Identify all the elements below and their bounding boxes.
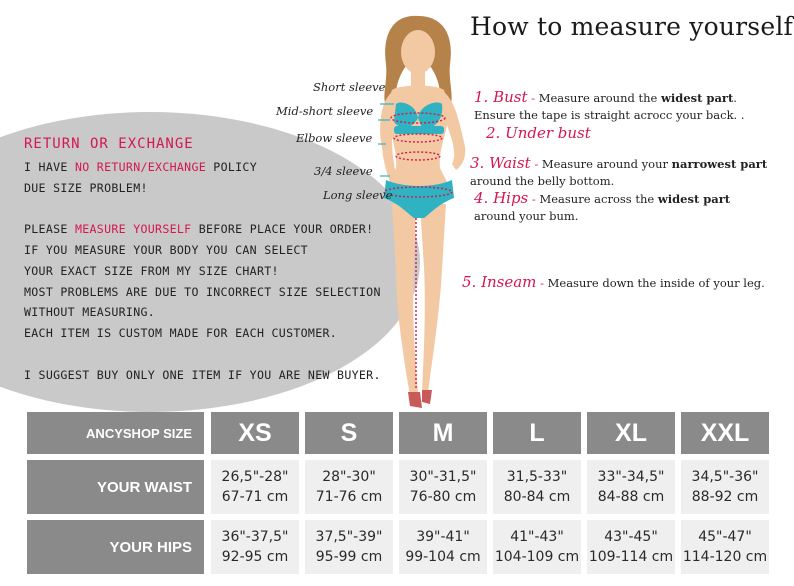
waist-row-label: YOUR WAIST	[27, 460, 204, 514]
waist-cell-xs: 26,5"-28" 67-71 cm	[211, 460, 299, 514]
measure-waist-note: around the belly bottom.	[470, 174, 615, 188]
size-header-xl: XL	[587, 412, 675, 454]
sleeve-label-short: Short sleeve	[313, 80, 386, 94]
hips-row-label: YOUR HIPS	[27, 520, 204, 574]
hips-cell-xl: 43"-45" 109-114 cm	[587, 520, 675, 574]
hips-cell-m: 39"-41" 99-104 cm	[399, 520, 487, 574]
size-header-xs: XS	[211, 412, 299, 454]
size-header-label: ANCYSHOP SIZE	[27, 412, 204, 454]
sleeve-label-mid-short: Mid-short sleeve	[276, 104, 374, 118]
notice-line: I HAVE NO RETURN/EXCHANGE POLICY	[24, 159, 257, 174]
measure-waist: 3. Waist - Measure around your narrowest part	[470, 154, 768, 172]
hips-cell-xs: 36"-37,5" 92-95 cm	[211, 520, 299, 574]
measure-bust: 1. Bust - Measure around the widest part.	[474, 88, 737, 106]
waist-cell-xl: 33"-34,5" 84-88 cm	[587, 460, 675, 514]
measure-hips: 4. Hips - Measure across the widest part	[474, 189, 731, 207]
notice-line: I SUGGEST BUY ONLY ONE ITEM IF YOU ARE NEW BUYER.	[24, 367, 381, 382]
notice-line: MOST PROBLEMS ARE DUE TO INCORRECT SIZE SELECTION	[24, 284, 381, 299]
sleeve-label-three-quarter: 3/4 sleeve	[314, 164, 373, 178]
notice-line: EACH ITEM IS CUSTOM MADE FOR EACH CUSTOMER.	[24, 326, 338, 341]
measure-hips-note: around your bum.	[474, 209, 579, 223]
sleeve-label-long: Long sleeve	[323, 188, 393, 202]
measure-inseam: 5. Inseam - Measure down the inside of your leg.	[462, 273, 765, 291]
size-header-m: M	[399, 412, 487, 454]
notice-line: WITHOUT MEASURING.	[24, 305, 156, 320]
notice-line: IF YOU MEASURE YOUR BODY YOU CAN SELECT	[24, 242, 308, 257]
notice-heading: RETURN OR EXCHANGE	[24, 136, 194, 152]
hips-cell-l: 41"-43" 104-109 cm	[493, 520, 581, 574]
waist-cell-m: 30"-31,5" 76-80 cm	[399, 460, 487, 514]
notice-line: DUE SIZE PROBLEM!	[24, 180, 148, 195]
waist-cell-l: 31,5-33" 80-84 cm	[493, 460, 581, 514]
size-header-xxl: XXL	[681, 412, 769, 454]
size-header-s: S	[305, 412, 393, 454]
size-header-l: L	[493, 412, 581, 454]
waist-cell-xxl: 34,5"-36" 88-92 cm	[681, 460, 769, 514]
notice-line: PLEASE MEASURE YOURSELF BEFORE PLACE YOUR ORDER!	[24, 222, 374, 237]
hips-cell-xxl: 45"-47" 114-120 cm	[681, 520, 769, 574]
sleeve-label-elbow: Elbow sleeve	[296, 131, 373, 145]
measure-bust-note: Ensure the tape is straight acrocc your back. .	[474, 108, 745, 122]
measure-under-bust: 2. Under bust	[486, 124, 591, 142]
notice-line: YOUR EXACT SIZE FROM MY SIZE CHART!	[24, 263, 279, 278]
waist-cell-s: 28"-30" 71-76 cm	[305, 460, 393, 514]
hips-cell-s: 37,5"-39" 95-99 cm	[305, 520, 393, 574]
page-title: How to measure yourself	[470, 12, 793, 41]
